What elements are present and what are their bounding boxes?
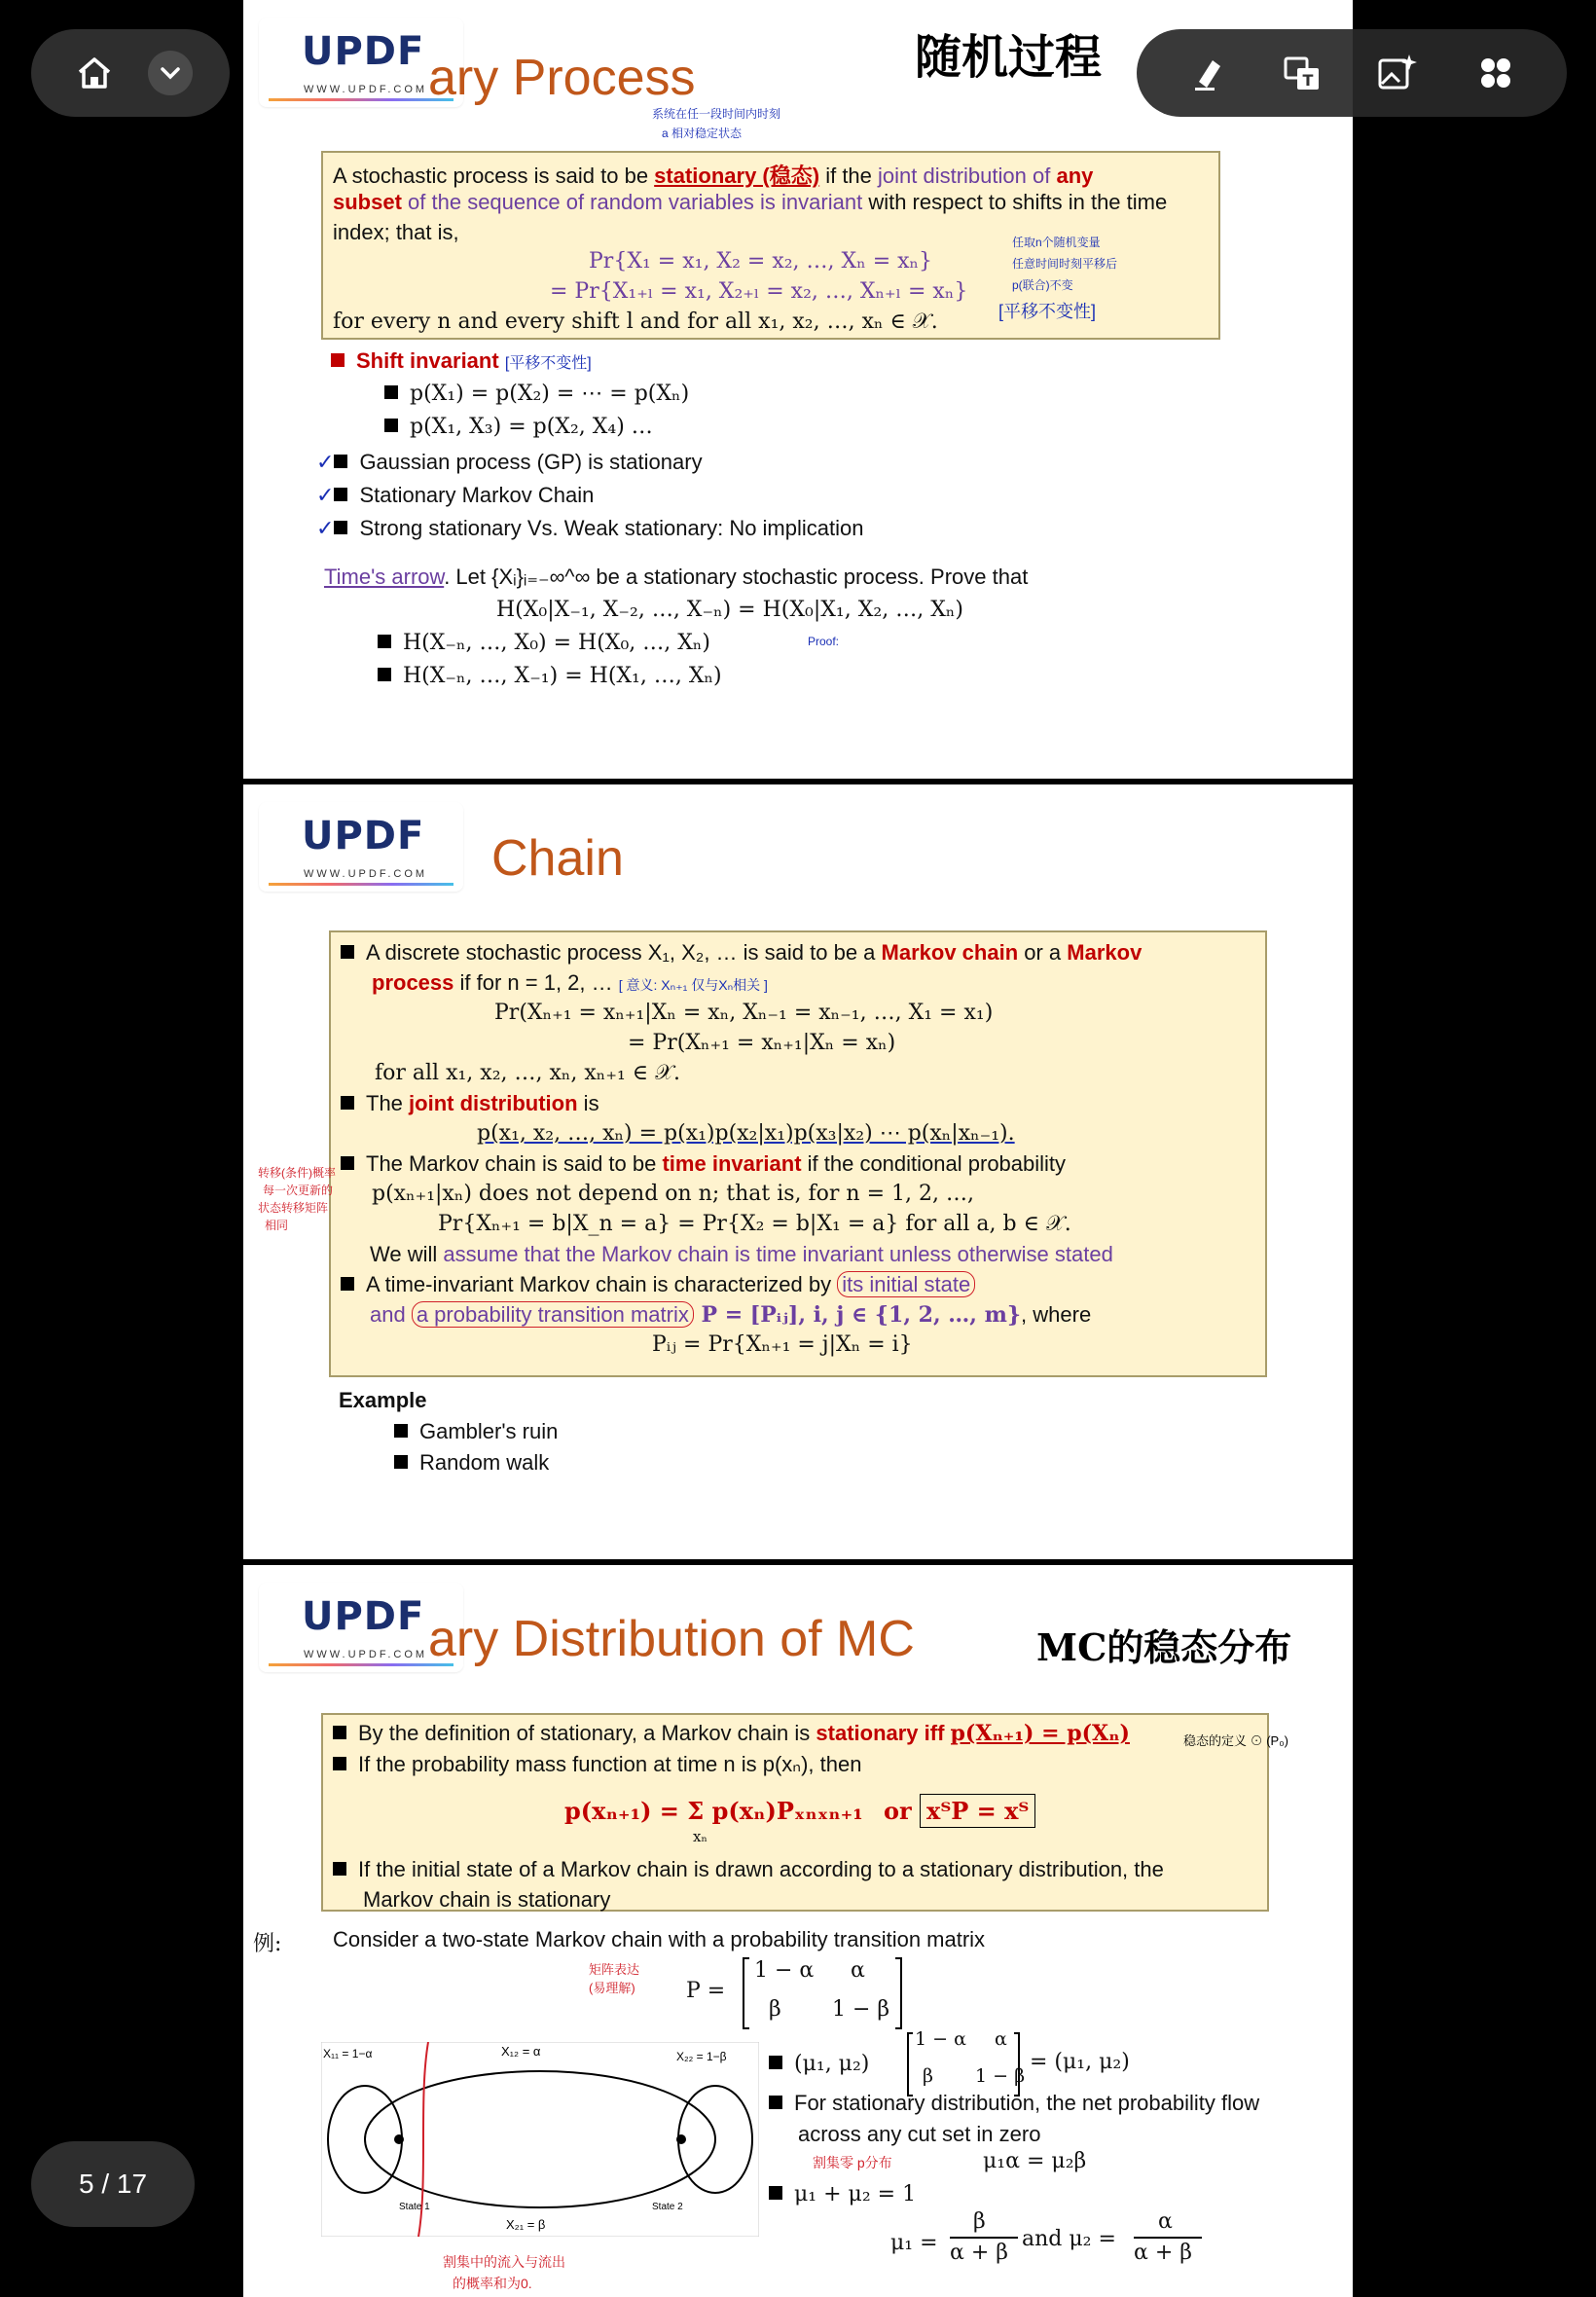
- r5-line: [769, 2182, 916, 2206]
- logo-word: UPDF: [302, 29, 425, 74]
- r3-note: 割集零 p分布: [813, 2155, 892, 2170]
- times-b2-text: H(X₋ₙ, …, X₋₁) = H(X₁, …, Xₙ): [403, 664, 722, 688]
- home-icon[interactable]: [72, 51, 117, 95]
- sd-text-b2: If the probability mass function at time n is p(xₙ), then: [358, 1752, 862, 1776]
- ti-line-2: p(xₙ₊₁|xₙ) does not depend on n; that is, for n = 1, 2, …,: [372, 1182, 974, 1206]
- and-label: and: [370, 1302, 412, 1327]
- sd-note: 稳态的定义 ⊙ (P₀): [1183, 1733, 1288, 1748]
- logo-url: WWW.UPDF.COM: [304, 868, 428, 880]
- def-eq-1: Pr{X₁ = x₁, X₂ = x₂, …, Xₙ = xₙ}: [589, 249, 933, 273]
- shift-item-2: [384, 415, 653, 439]
- tim-line-2: [370, 1302, 1091, 1328]
- top-note-2: a 相对稳定状态: [662, 127, 743, 140]
- stationary-iff-label: stationary iff: [816, 1721, 951, 1745]
- svg-text:T: T: [1302, 71, 1314, 90]
- check-mark-icon: ✓: [316, 483, 335, 507]
- proof-note: Proof:: [808, 635, 840, 648]
- logo-underline: [269, 98, 453, 101]
- def-line-1: [333, 160, 1093, 190]
- mu2-den: α + β: [1134, 2241, 1192, 2265]
- gp-text: Gaussian process (GP) is stationary: [359, 450, 703, 474]
- process-label: process: [372, 970, 454, 995]
- logo-word: UPDF: [302, 814, 425, 858]
- diag-x11: X₁₁ = 1−α: [323, 2047, 373, 2060]
- bullet-icon: [394, 1455, 408, 1469]
- def-text-d: with respect to shifts in the time: [862, 190, 1168, 214]
- m11: 1 − α: [754, 1958, 815, 1983]
- sd-line-3b: Markov chain is stationary: [363, 1887, 611, 1912]
- any-label: any: [1056, 164, 1094, 188]
- m12: α: [851, 1958, 865, 1983]
- mc-line-2: [372, 970, 768, 996]
- consider-text: Consider a two-state Markov chain with a probability transition matrix: [333, 1927, 986, 1951]
- bullet-icon: [394, 1424, 408, 1438]
- mc-text-a: A discrete stochastic process X₁, X₂, … is said to be a: [366, 940, 882, 965]
- bullet-icon: [333, 1862, 346, 1876]
- joint-text-c: is: [577, 1091, 599, 1115]
- r2-line: [769, 2091, 1259, 2116]
- sd-text-b3: If the initial state of a Markov chain is drawn according to a stationary distribution, the: [358, 1857, 1164, 1881]
- logo-word: UPDF: [302, 1594, 425, 1639]
- slide2-title: Chain: [491, 830, 624, 887]
- r3-line: across any cut set in zero: [798, 2122, 1041, 2146]
- sd-line-3: [333, 1857, 1164, 1882]
- bullet-icon: [341, 1277, 354, 1291]
- bullet-icon: [334, 455, 347, 468]
- subset-label: subset: [333, 190, 402, 214]
- times-arrow-eq: H(X₀|X₋₁, X₋₂, …, X₋ₙ) = H(X₀|X₁, X₂, …, Xₙ): [496, 598, 963, 622]
- bullet-icon: [331, 353, 345, 367]
- ai-image-icon[interactable]: [1374, 51, 1419, 95]
- shift-item-1-text: p(X₁) = p(X₂) = ⋯ = p(Xₙ): [410, 382, 690, 406]
- bullet-icon: [384, 419, 398, 432]
- def-line-3: index; that is,: [333, 220, 459, 244]
- stationary-iff-eq: p(Xₙ₊₁) = p(Xₙ): [950, 1721, 1130, 1746]
- smc-text: Stationary Markov Chain: [359, 483, 595, 507]
- ti-text-c: if the conditional probability: [801, 1151, 1067, 1176]
- r1-m12: α: [995, 2028, 1007, 2050]
- joint-dist-label: joint distribution of: [878, 164, 1057, 188]
- bullet-icon: [384, 385, 398, 399]
- bullet-icon: [769, 2186, 782, 2200]
- markov-label: Markov: [1067, 940, 1143, 965]
- ti-text-a: The Markov chain is said to be: [366, 1151, 663, 1176]
- cut-note-2: 的概率和为0.: [453, 2276, 532, 2291]
- slide-stationary-process: [243, 0, 1353, 779]
- mc-eq-2: = Pr(Xₙ₊₁ = xₙ₊₁|Xₙ = xₙ): [628, 1031, 896, 1055]
- left-note-1: 转移(条件)概率: [258, 1166, 336, 1180]
- slide-markov-chain: [243, 784, 1353, 1559]
- times-arrow-text: . Let {Xᵢ}ᵢ₌₋∞^∞ be a stationary stochastic process. Prove that: [444, 565, 1029, 589]
- times-arrow-label: Time's arrow: [324, 565, 445, 589]
- def-eq-2: = Pr{X₁₊ₗ = x₁, X₂₊ₗ = x₂, …, Xₙ₊ₗ = xₙ}: [550, 279, 968, 304]
- updf-logo: [259, 802, 463, 892]
- example-label: 例:: [253, 1932, 282, 1956]
- bullet-icon: [341, 1096, 354, 1110]
- assume-text-a: We will: [370, 1242, 444, 1266]
- strong-weak-line: [316, 516, 863, 541]
- shift-item-1: [384, 382, 689, 406]
- joint-eq: p(x₁, x₂, …, xₙ) = p(x₁)p(x₂|x₁)p(x₃|x₂) ⋯ p(xₙ|xₙ₋₁).: [477, 1121, 1015, 1146]
- bullet-icon: [334, 488, 347, 501]
- side-note-1: 任取n个随机变量: [1012, 236, 1101, 249]
- side-note-3: p(联合)不变: [1012, 278, 1073, 292]
- annotation-toolbar: [1137, 29, 1567, 117]
- state-2-label: State 2: [652, 2202, 683, 2212]
- side-note-2: 任意时间时刻平移后: [1012, 257, 1118, 271]
- tim-text-d: P = [Pᵢⱼ], i, j ∈ {1, 2, …, m}: [693, 1302, 1022, 1328]
- example-item-1: [394, 1419, 558, 1444]
- bullet-icon: [333, 1726, 346, 1739]
- check-mark-icon: ✓: [316, 450, 335, 474]
- r1-right: = (μ₁, μ₂): [1030, 2050, 1130, 2074]
- logo-url: WWW.UPDF.COM: [304, 84, 428, 95]
- top-note-1: 系统在任一段时间内时刻: [652, 107, 781, 121]
- def-for-every: for every n and every shift l and for all x₁, x₂, …, xₙ ∈ 𝒳.: [333, 310, 938, 334]
- bullet-icon: [341, 1156, 354, 1170]
- state-2-node: [676, 2134, 686, 2144]
- slide1-handwritten-title: 随机过程: [915, 30, 1103, 85]
- example-2-text: Random walk: [419, 1450, 550, 1475]
- bullet-icon: [378, 668, 391, 681]
- shift-invariant-line: [331, 348, 592, 374]
- left-note-4: 相同: [265, 1219, 289, 1232]
- shift-item-2-text: p(X₁, X₃) = p(X₂, X₄) …: [410, 415, 653, 439]
- example-item-2: [394, 1450, 549, 1476]
- mu1-label: μ₁ =: [890, 2231, 938, 2255]
- strong-weak-text: Strong stationary Vs. Weak stationary: No implication: [359, 516, 864, 540]
- bullet-icon: [769, 2096, 782, 2109]
- example-heading: Example: [339, 1388, 427, 1412]
- highlighter-icon[interactable]: [1185, 51, 1230, 95]
- def-line-2: [333, 190, 1167, 215]
- def-text-c: of the sequence of random variables is invariant: [401, 190, 863, 214]
- diag-x12: X₁₂ = α: [501, 2044, 541, 2059]
- page-indicator[interactable]: 5 / 17: [31, 2141, 195, 2227]
- m21: β: [769, 1997, 781, 2022]
- example-1-text: Gambler's ruin: [419, 1419, 559, 1443]
- joint-line: [341, 1091, 599, 1116]
- sd-eq-matrix: xᵀP = xᵀ: [920, 1794, 1035, 1828]
- mc-note: [ 意义: Xₙ₊₁ 仅与Xₙ相关 ]: [618, 977, 768, 993]
- markov-chain-label: Markov chain: [881, 940, 1019, 965]
- mu1-den: α + β: [950, 2241, 1008, 2265]
- diag-x21: X₂₁ = β: [506, 2217, 546, 2232]
- text-recognition-icon[interactable]: [1280, 51, 1324, 95]
- time-invariant-label: time invariant: [662, 1151, 802, 1176]
- logo-underline: [269, 1663, 453, 1666]
- cut-note-1: 割集中的流入与流出: [443, 2254, 565, 2270]
- bullet-icon: [341, 945, 354, 959]
- and-mu2: and μ₂ =: [1022, 2227, 1116, 2251]
- diag-x22: X₂₂ = 1−β: [676, 2050, 727, 2063]
- page-separator: [243, 1559, 1353, 1562]
- stationary-label: stationary (稳态): [654, 164, 820, 188]
- ti-eq: Pr{Xₙ₊₁ = b|X_n = a} = Pr{X₂ = b|X₁ = a} for all a, b ∈ 𝒳.: [438, 1212, 1071, 1236]
- left-note-2: 每一次更新的: [263, 1184, 334, 1197]
- mc-line-1: [341, 940, 1142, 966]
- state-1-label: State 1: [399, 2202, 430, 2212]
- matrix-label: P =: [686, 1979, 726, 2003]
- more-apps-icon[interactable]: [1473, 51, 1518, 95]
- check-mark-icon: ✓: [316, 516, 335, 540]
- matrix-red-note: 矩阵表达 (易理解): [589, 1962, 640, 1995]
- shift-invariant-label: Shift invariant: [356, 348, 499, 373]
- r1-m22: 1 − β: [975, 2065, 1026, 2087]
- m22: 1 − β: [832, 1997, 890, 2022]
- sd-text-a: By the definition of stationary, a Markov chain is: [358, 1721, 816, 1745]
- chevron-down-icon: [148, 51, 193, 95]
- mu2-bar: [1134, 2237, 1202, 2239]
- initial-state-label: its initial state: [837, 1271, 975, 1297]
- r1-m21: β: [923, 2065, 933, 2087]
- sd-line-1: [333, 1721, 1130, 1746]
- tim-text-a: A time-invariant Markov chain is characterized by: [366, 1272, 838, 1296]
- times-b1-text: H(X₋ₙ, …, X₀) = H(X₀, …, Xₙ): [403, 631, 711, 655]
- logo-underline: [269, 883, 453, 886]
- sd-eq: p(xₙ₊₁) = Σ p(xₙ)Pₓₙₓₙ₊₁: [564, 1797, 863, 1825]
- bullet-icon: [333, 1757, 346, 1770]
- ti-line-1: [341, 1151, 1066, 1177]
- joint-text-a: The: [366, 1091, 410, 1115]
- state-1-node: [394, 2134, 404, 2144]
- mc-text-c: if for n = 1, 2, …: [453, 970, 619, 995]
- chevron-down-button[interactable]: [148, 51, 193, 95]
- assume-line: [370, 1242, 1113, 1267]
- transition-matrix-label: a probability transition matrix: [412, 1301, 694, 1328]
- slide-stationary-distribution: [243, 1565, 1353, 2297]
- side-note-4: [平移不变性]: [998, 302, 1097, 321]
- assume-text-b: assume that the Markov chain is time invariant unless otherwise stated: [443, 1242, 1113, 1266]
- two-state-diagram: [321, 2042, 759, 2237]
- def-text-a: A stochastic process is said to be: [333, 164, 655, 188]
- r1-line: [769, 2052, 869, 2076]
- sd-eq-or: [884, 1797, 1035, 1825]
- sd-line-2: [333, 1752, 861, 1777]
- left-note-3: 状态转移矩阵: [258, 1201, 329, 1215]
- mc-eq-1: Pr(Xₙ₊₁ = xₙ₊₁|Xₙ = xₙ, Xₙ₋₁ = xₙ₋₁, …, X₁ = x₁): [494, 1001, 994, 1025]
- bullet-icon: [769, 2056, 782, 2069]
- smc-line: [316, 483, 594, 508]
- r1-m11: 1 − α: [915, 2028, 966, 2050]
- r1-left: (μ₁, μ₂): [794, 2052, 870, 2076]
- r2-text: For stationary distribution, the net probability flow: [794, 2091, 1260, 2115]
- nav-pill: [31, 29, 230, 117]
- slide1-title: ary Process: [428, 50, 696, 106]
- r5-text: μ₁ + μ₂ = 1: [794, 2182, 917, 2206]
- slide3-title: ary Distribution of MC: [428, 1611, 915, 1667]
- mu1-bar: [950, 2237, 1018, 2239]
- sd-eq-sub: xₙ: [693, 1828, 707, 1845]
- shift-note: [平移不变性]: [504, 355, 592, 372]
- pij-eq: Pᵢⱼ = Pr{Xₙ₊₁ = j|Xₙ = i}: [652, 1332, 913, 1357]
- mu2-num: α: [1158, 2209, 1173, 2234]
- bullet-icon: [378, 635, 391, 648]
- def-text-b: if the: [819, 164, 879, 188]
- page-separator: [243, 779, 1353, 782]
- times-arrow-b1: [378, 631, 710, 655]
- bullet-icon: [334, 521, 347, 534]
- mu1-num: β: [973, 2209, 986, 2234]
- gp-line: [316, 450, 703, 475]
- slide3-handwritten: MC的稳态分布: [1036, 1625, 1292, 1669]
- mc-forall: for all x₁, x₂, …, xₙ, xₙ₊₁ ∈ 𝒳.: [375, 1061, 680, 1085]
- tim-line-1: [341, 1272, 975, 1297]
- times-arrow-line: [324, 565, 1028, 590]
- mc-text-b: or a: [1018, 940, 1068, 965]
- sd-eq-or-text: or: [884, 1797, 921, 1825]
- r4-eq: μ₁α = μ₂β: [983, 2149, 1087, 2173]
- logo-url: WWW.UPDF.COM: [304, 1649, 428, 1660]
- times-arrow-b2: [378, 664, 722, 688]
- tim-text-e: , where: [1021, 1302, 1092, 1327]
- joint-dist-label: joint distribution: [409, 1091, 578, 1115]
